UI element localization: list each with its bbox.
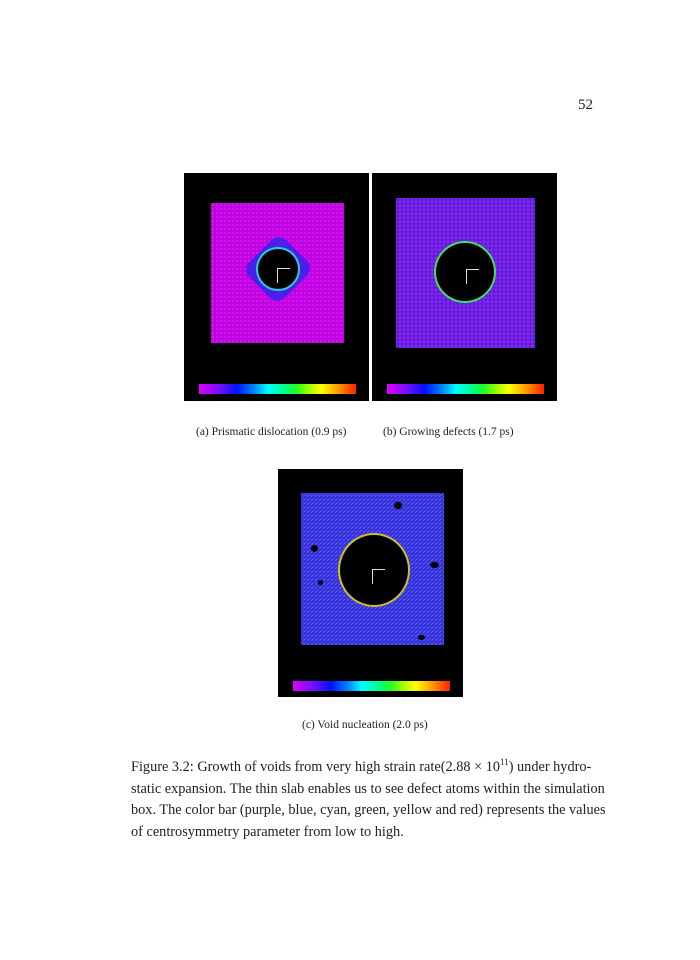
exponent: 11 (500, 757, 509, 768)
axes-icon (466, 269, 479, 284)
void (436, 243, 494, 301)
colorbar (199, 384, 356, 394)
caption-line-2: static expansion. The thin slab enables us to see defect atoms within the simulation (131, 780, 605, 797)
caption-line-1 (131, 757, 592, 779)
subfigure-a-caption: (a) Prismatic dislocation (0.9 ps) (196, 426, 347, 438)
caption-text: Growth of voids from very high strain rate(2.88 × 10 (197, 759, 501, 775)
caption-line-4: of centrosymmetry parameter from low to high. (131, 823, 404, 840)
subfigure-a-image (184, 173, 369, 401)
subfigure-c-caption: (c) Void nucleation (2.0 ps) (302, 719, 428, 731)
colorbar (293, 681, 450, 691)
nucleated-void (430, 562, 439, 568)
axes-icon (372, 569, 385, 584)
nucleated-void (318, 580, 323, 585)
axes-icon (277, 268, 290, 283)
subfigure-c-image (278, 469, 463, 697)
colorbar (387, 384, 544, 394)
subfigure-b-image (372, 173, 557, 401)
caption-line-3: box. The color bar (purple, blue, cyan, green, yellow and red) represents the values (131, 802, 606, 818)
figure-caption (131, 757, 606, 843)
subfigure-b-caption: (b) Growing defects (1.7 ps) (383, 426, 514, 438)
figure-label: Figure 3.2: (131, 759, 194, 775)
page-number: 52 (578, 97, 593, 113)
nucleated-void (418, 635, 425, 640)
nucleated-void (394, 502, 402, 509)
nucleated-void (311, 545, 318, 552)
caption-text: ) under hydro- (508, 759, 592, 775)
